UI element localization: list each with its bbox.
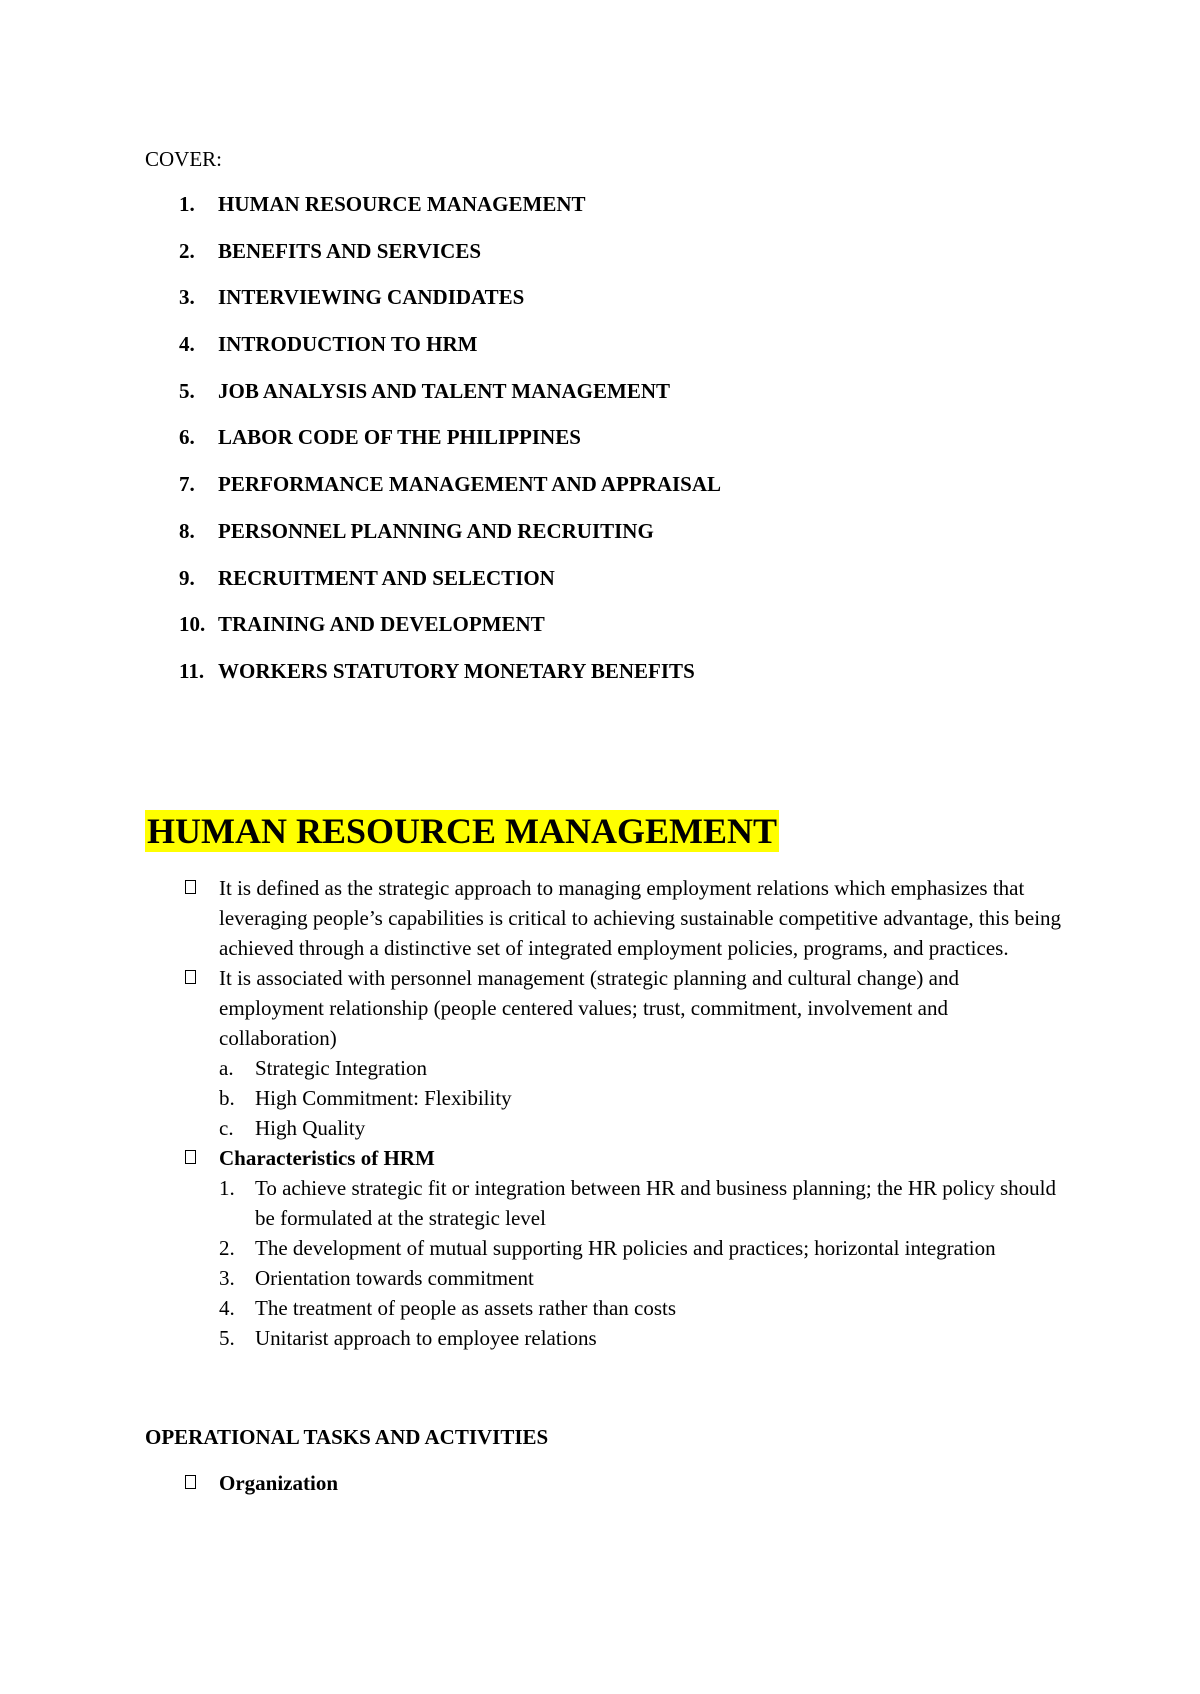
sub-list-item [219,1173,1065,1233]
sub-list [219,1173,1065,1353]
item-number: 3. [179,285,195,310]
sub-text: High Commitment: Flexibility [255,1086,512,1110]
item-number: 7. [179,472,195,497]
bullet-text: It is defined as the strategic approach to managing employment relations which emphasizes that leveraging people’s capabilities is critical to achieving sustainable competitive advantage, this being achieved through a distinctive set of integrated employment policies, programs, and practices. [219,876,1062,960]
bullet-item [145,1143,1065,1353]
item-text: HUMAN RESOURCE MANAGEMENT [218,192,586,216]
sub-list-item [219,1083,1065,1113]
sub-marker: 4. [219,1296,235,1320]
sub-text: To achieve strategic fit or integration between HR and business planning; the HR policy should be formulated at the strategic level [255,1176,1057,1230]
square-bullet-icon [185,1475,196,1489]
sub-text: Unitarist approach to employee relations [255,1326,597,1350]
bullet-heading: Organization [219,1471,338,1495]
item-number: 11. [179,658,205,683]
hrm-bullet-list [145,873,1065,1353]
item-text: INTERVIEWING CANDIDATES [218,285,525,310]
item-number: 4. [179,332,195,357]
item-number: 6. [179,425,195,450]
operational-heading: OPERATIONAL TASKS AND ACTIVITIES [145,1425,549,1449]
sub-marker: 1. [219,1176,235,1200]
item-number: 9. [179,565,195,590]
item-text: JOB ANALYSIS AND TALENT MANAGEMENT [218,378,670,403]
bullet-text: It is associated with personnel management (strategic planning and cultural change) and employment relationship (people centered values; trust, commitment, involvement and collaboration) [219,966,959,1050]
sub-marker: b. [219,1086,235,1110]
square-bullet-icon [185,1150,196,1164]
section-title: HUMAN RESOURCE MANAGEMENT [147,811,777,851]
square-bullet-icon [185,970,196,984]
item-text: WORKERS STATUTORY MONETARY BENEFITS [218,658,695,683]
sub-list [219,1053,1065,1143]
item-text: TRAINING AND DEVELOPMENT [218,612,545,637]
sub-list-item [219,1323,1065,1353]
item-number: 10. [179,612,206,637]
sub-marker: 2. [219,1236,235,1260]
item-text: BENEFITS AND SERVICES [218,238,482,263]
sub-marker: a. [219,1056,234,1080]
sub-marker: 3. [219,1266,235,1290]
sub-text: Strategic Integration [255,1056,428,1080]
sub-list-item [219,1293,1065,1323]
bullet-heading: Characteristics of HRM [219,1146,435,1170]
item-text: INTRODUCTION TO HRM [218,332,478,357]
bullet-item [145,873,1065,963]
sub-text: The treatment of people as assets rather than costs [255,1296,677,1320]
sub-text: Orientation towards commitment [255,1266,534,1290]
sub-list-item [219,1263,1065,1293]
item-text: PERFORMANCE MANAGEMENT AND APPRAISAL [218,472,722,497]
sub-marker: c. [219,1116,234,1140]
square-bullet-icon [185,880,196,894]
sub-list-item [219,1113,1065,1143]
sub-list-item [219,1233,1065,1263]
item-number: 1. [179,192,195,216]
sub-marker: 5. [219,1326,235,1350]
item-number: 5. [179,378,195,403]
item-text: PERSONNEL PLANNING AND RECRUITING [218,518,654,543]
item-text: RECRUITMENT AND SELECTION [218,565,555,590]
cover-heading: COVER: [145,147,223,171]
bullet-item [145,963,1065,1143]
sub-text: The development of mutual supporting HR policies and practices; horizontal integration [255,1236,996,1260]
item-number: 8. [179,518,195,543]
bullet-item [145,1470,338,1496]
sub-list-item [219,1053,1065,1083]
item-number: 2. [179,238,195,263]
sub-text: High Quality [255,1116,366,1140]
item-text: LABOR CODE OF THE PHILIPPINES [218,425,581,450]
